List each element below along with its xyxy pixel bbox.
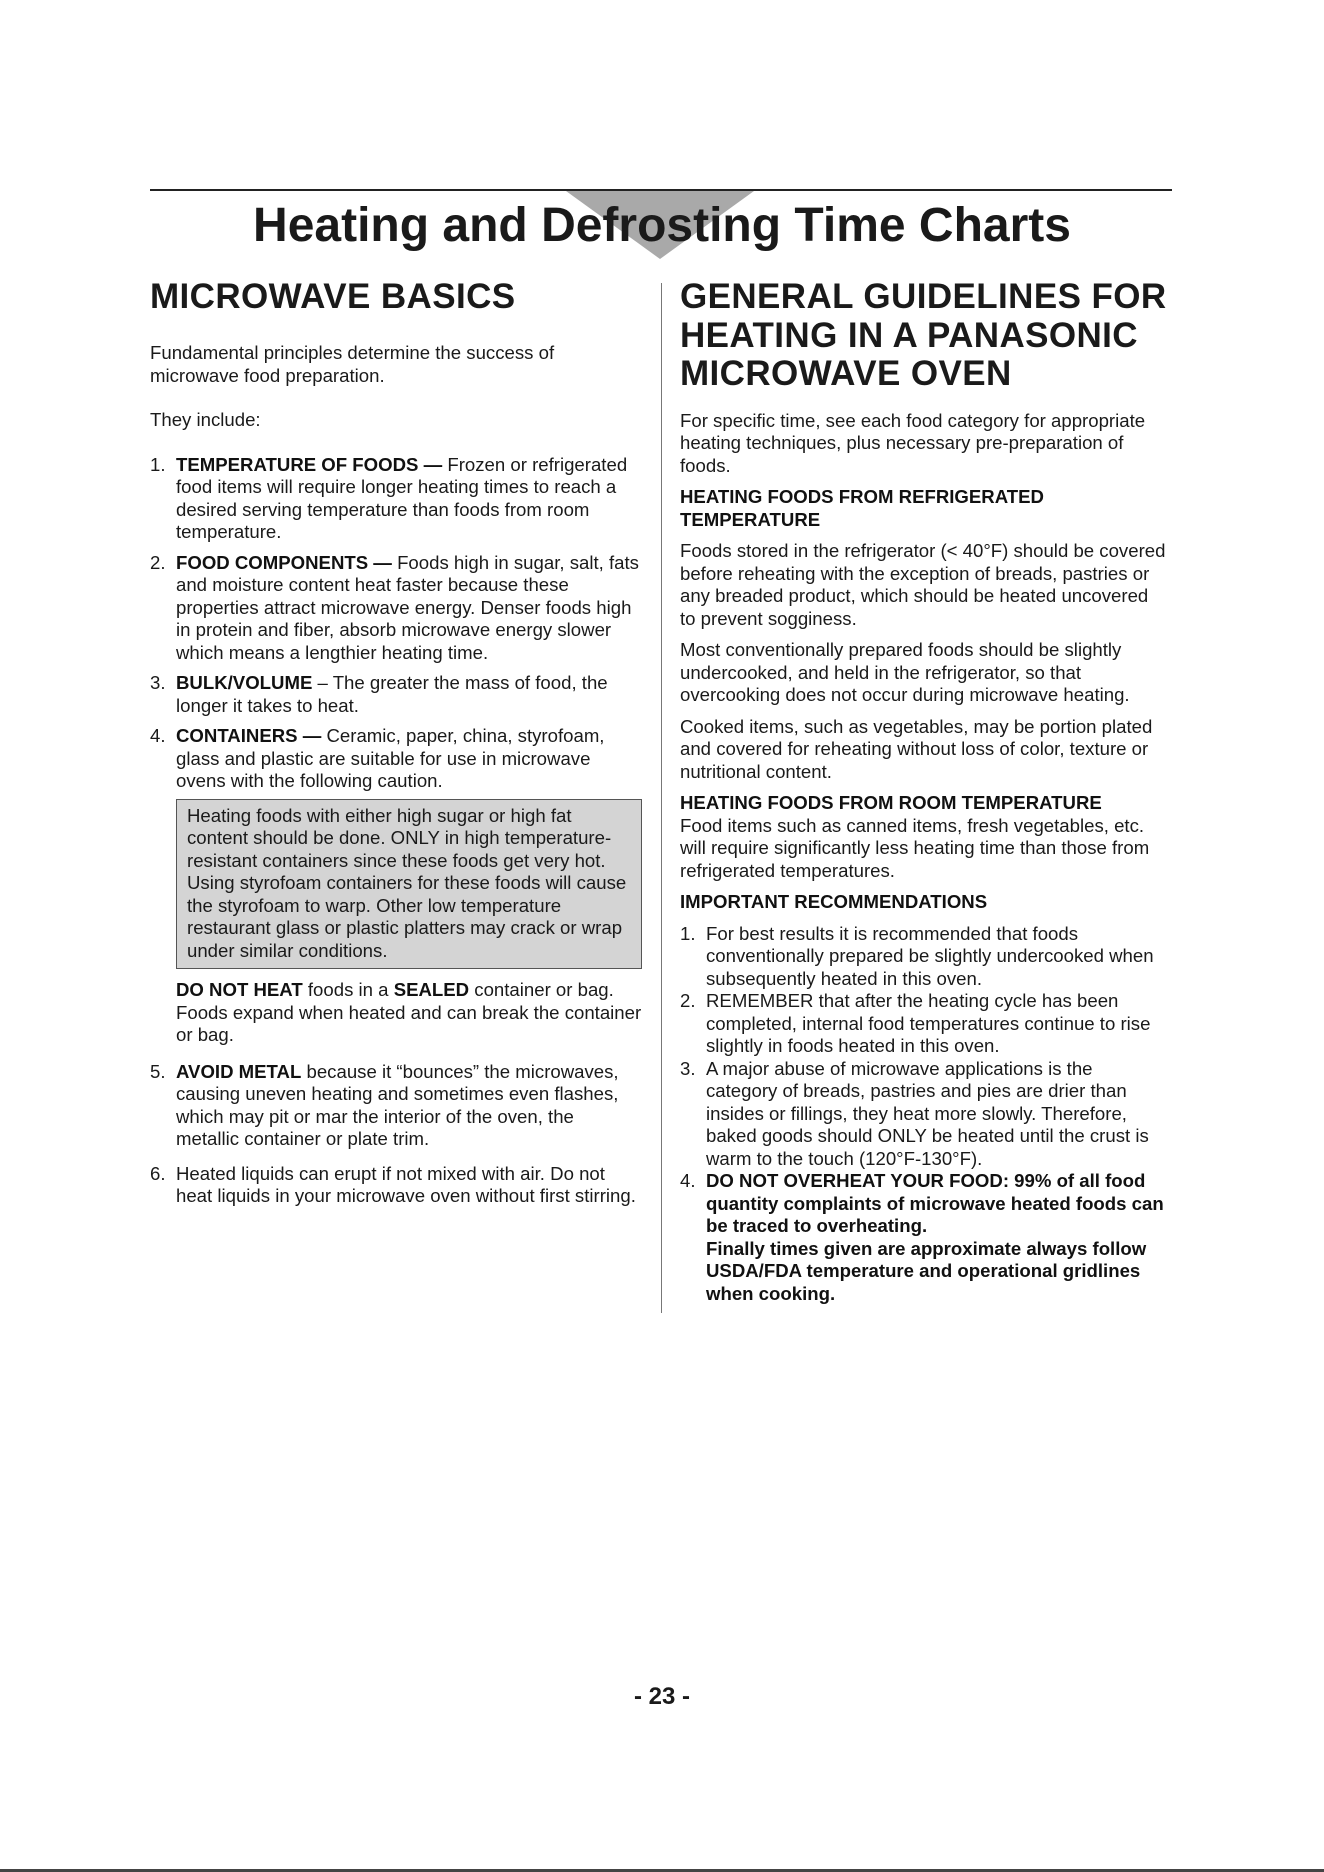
they-include: They include: bbox=[150, 409, 261, 430]
caution-box bbox=[176, 799, 642, 970]
item-text: A major abuse of microwave applications is the category of breads, pastries and pies are drier than insides or fillings, they heat more slowly. Therefore, baked goods should ONLY be heated until the crust is warm to the touch (120°F-130°F). bbox=[706, 1057, 1149, 1169]
sealed-label: SEALED bbox=[393, 979, 470, 1000]
room-temperature-paragraph: Food items such as canned items, fresh vegetables, etc. will require significantly less heating time than those from refrigerated temperatures. bbox=[680, 814, 1150, 881]
caution-text: Heating foods with either high sugar or high fat content should be done. ONLY in high temperature-resistant containers since these foods get very hot. Using styrofoam containers for these foods will cause the styrofoam to warp. Other low temperature restaurant glass or plastic platters may crack or wrap under similar conditions. bbox=[187, 804, 627, 961]
page-number: - 23 - bbox=[633, 1683, 690, 1710]
item-title: CONTAINERS — bbox=[176, 725, 322, 746]
column-divider bbox=[661, 283, 662, 1313]
list-number: 1. bbox=[680, 922, 696, 944]
overheat-warning: DO NOT OVERHEAT YOUR FOOD: 99% of all food quantity complaints of microwave heated foods can be traced to overheating. bbox=[706, 1170, 1164, 1236]
list-item bbox=[680, 990, 1168, 1058]
list-item bbox=[150, 454, 642, 544]
item-title: BULK/VOLUME bbox=[176, 672, 313, 693]
list-item bbox=[150, 1061, 642, 1151]
list-number: 6. bbox=[150, 1162, 166, 1184]
list-item bbox=[150, 1163, 642, 1208]
item-text: – The greater the mass of food, the longer it takes to heat. bbox=[176, 672, 608, 716]
do-not-heat-label: DO NOT HEAT bbox=[176, 979, 303, 1000]
usda-fda-note: Finally times given are approximate always follow USDA/FDA temperature and operational gridlines when cooking. bbox=[706, 1237, 1147, 1304]
list-item bbox=[680, 1058, 1168, 1171]
list-item bbox=[150, 672, 642, 717]
item-text: For best results it is recommended that foods conventionally prepared be slightly undercooked when subsequently heated in this oven. bbox=[706, 922, 1154, 989]
list-number: 4. bbox=[150, 725, 166, 746]
item-title: AVOID METAL bbox=[176, 1060, 302, 1082]
microwave-basics-heading: MICROWAVE BASICS bbox=[150, 277, 516, 316]
item-text: Foods high in sugar, salt, fats and moisture content heat faster because these properties attract microwave energy. Denser foods high in protein and fiber, absorb microwave energy slower which means a lengthier heating time. bbox=[176, 551, 639, 663]
item-text: Frozen or refrigerated food items will require longer heating times to reach a desired serving temperature than foods from room temperature. bbox=[176, 453, 628, 542]
list-item bbox=[680, 923, 1168, 991]
basics-list bbox=[150, 454, 642, 1208]
recommendations-list bbox=[680, 923, 1168, 1306]
refrigerated-paragraph-2: Most conventionally prepared foods should be slightly undercooked, and held in the refrigerator, so that overcooking does not occur during microwave heating. bbox=[680, 639, 1130, 705]
item-text: Ceramic, paper, china, styrofoam, glass and plastic are suitable for use in microwave ovens with the following caution. bbox=[176, 725, 605, 791]
room-temperature-subheading: HEATING FOODS FROM ROOM TEMPERATURE bbox=[680, 792, 1102, 813]
refrigerated-subheading: HEATING FOODS FROM REFRIGERATED TEMPERATURE bbox=[680, 486, 1044, 530]
list-item bbox=[680, 1170, 1168, 1305]
do-not-heat-text-1: foods in a bbox=[302, 979, 394, 1000]
item-text: REMEMBER that after the heating cycle has been completed, internal food temperatures continue to rise slightly in foods heated in this oven. bbox=[706, 990, 1151, 1056]
list-item bbox=[150, 552, 642, 665]
left-column bbox=[150, 278, 642, 1216]
recommendations-subheading: IMPORTANT RECOMMENDATIONS bbox=[680, 891, 988, 912]
right-column bbox=[680, 278, 1168, 1305]
item-text: because it “bounces” the microwaves, causing uneven heating and sometimes even flashes, which may pit or mar the interior of the oven, the metallic container or plate trim. bbox=[176, 1060, 619, 1149]
list-number: 5. bbox=[150, 1060, 166, 1082]
item-text: Heated liquids can erupt if not mixed with air. Do not heat liquids in your microwave oven without first stirring. bbox=[176, 1162, 636, 1206]
list-number: 3. bbox=[680, 1057, 696, 1079]
list-number: 1. bbox=[150, 453, 166, 475]
page-title: Heating and Defrosting Time Charts bbox=[253, 199, 1071, 252]
item-title: TEMPERATURE OF FOODS — bbox=[176, 453, 443, 475]
list-number: 3. bbox=[150, 672, 166, 693]
list-number: 2. bbox=[680, 990, 696, 1011]
list-number: 4. bbox=[680, 1170, 696, 1191]
general-guidelines-heading: GENERAL GUIDELINES FOR HEATING IN A PANASONIC MICROWAVE OVEN bbox=[680, 277, 1167, 393]
list-item bbox=[150, 725, 642, 1047]
list-number: 2. bbox=[150, 551, 166, 573]
item-title: FOOD COMPONENTS — bbox=[176, 551, 392, 573]
left-intro: Fundamental principles determine the success of microwave food preparation. bbox=[150, 342, 555, 386]
do-not-heat-note bbox=[176, 979, 642, 1047]
refrigerated-paragraph-1: Foods stored in the refrigerator (< 40°F) should be covered before reheating with the exception of breads, pastries or any breaded product, which should be heated uncovered to prevent sogginess. bbox=[680, 540, 1166, 629]
refrigerated-paragraph-3: Cooked items, such as vegetables, may be portion plated and covered for reheating without loss of color, texture or nutritional content. bbox=[680, 715, 1153, 782]
right-intro: For specific time, see each food category for appropriate heating techniques, plus necessary pre-preparation of foods. bbox=[680, 409, 1146, 476]
do-not-heat-text-2: container or bag. Foods expand when heated and can break the container or bag. bbox=[176, 979, 642, 1045]
